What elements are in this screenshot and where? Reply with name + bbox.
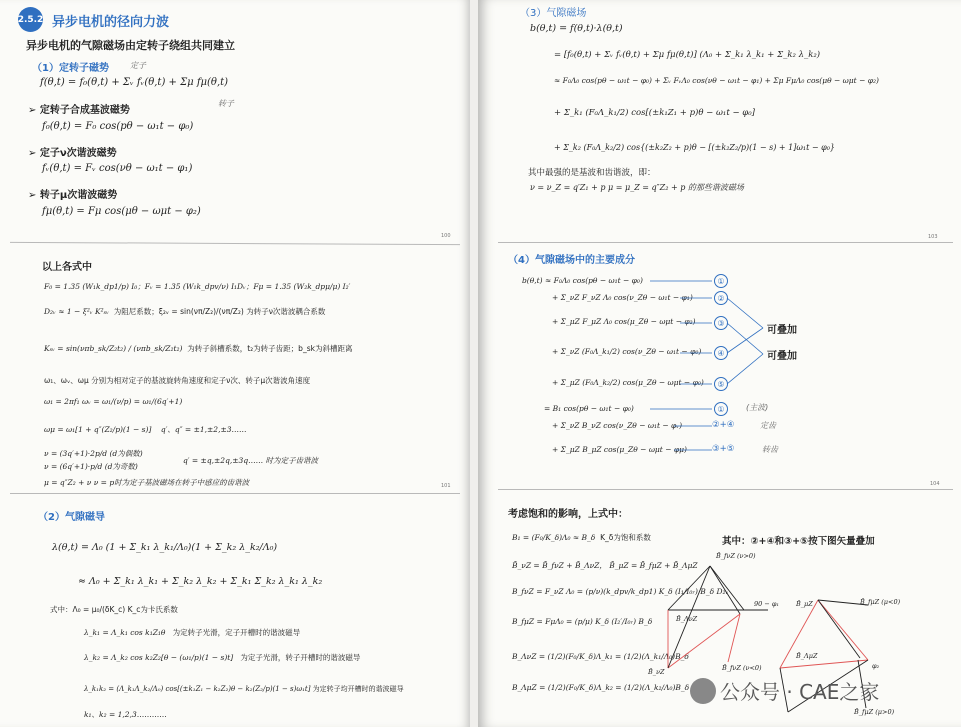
eq-q-stator: q′ = ±q,±2q,±3q…… 时为定子齿谐波 <box>183 456 319 465</box>
right-page <box>478 0 961 727</box>
handwritten-note-stator: 定子 <box>130 61 146 70</box>
eq-lambda-k1: λ_k₁ = Λ_k₁ cos k₁Z₁θ 为定转子光滑，定子开槽时的谐波磁导 <box>84 628 301 637</box>
sub-heading-main-components: （4）气隙磁场中的主要成分 <box>508 255 635 266</box>
eq-permeance: λ(θ,t) = Λ₀ (1 + Σ_k₁ λ_k₁/Λ₀)(1 + Σ_k₂ λ_k₂/Λ₀) <box>52 542 278 553</box>
eq-nu-odd: ν = (6q′+1)·p/d (d为奇数) <box>44 462 138 471</box>
page-number-100: 100 <box>441 233 451 239</box>
marker-3: ③ <box>714 316 728 330</box>
component-row-2: + Σ_νZ F_νZ Λ₀ cos(ν_Zθ − ω₁t − φ₁) <box>552 293 693 302</box>
marker-1: ① <box>714 274 728 288</box>
eq-tooth-relation: ν = ν_Z = q′Z₁ + p μ = μ_Z = q″Z₂ + p 的那些谐波磁场 <box>530 183 744 192</box>
vec-label-fmu-neg: B̄_fμZ (μ<0) <box>860 598 901 606</box>
vec-label-phi2: φ₂ <box>872 662 880 670</box>
eq-fv: fᵥ(θ,t) = Fᵥ cos(νθ − ω₁t − φ₁) <box>42 163 193 174</box>
wechat-icon <box>690 678 716 704</box>
handwritten-note-rotor: 转子 <box>218 99 234 108</box>
marker-4: ④ <box>714 346 728 360</box>
eq-B-vector: B̄_νZ = B̄_fνZ + B̄_ΛνZ， B̄_μZ = B̄_fμZ + B̄_ΛμZ <box>512 561 698 570</box>
marker-2-4: ②+④ <box>712 420 735 430</box>
vec-label-angle: 90 − φ₁ <box>754 600 780 608</box>
marker-2: ② <box>714 291 728 305</box>
eq-amplitudes: F₀ = 1.35 (W₁k_dp1/p) I₀；Fᵥ = 1.35 (W₁k_dpv/ν) I₁Dᵥ；Fμ = 1.35 (W₂k_dpμ/μ) I₂′ <box>44 282 351 291</box>
eq-omega1: ω₁ = 2πf₁ ωᵥ = ω₁/(ν/p) = ω₁/(6q′+1) <box>44 397 183 406</box>
eq-where-lambda0: 式中：Λ₀ = μ₀/(δK_c) K_c为卡氏系数 <box>50 605 178 614</box>
eq-f0: f₀(θ,t) = F₀ cos(pθ − ω₁t − φ₀) <box>42 121 194 132</box>
eq-B1: B₁ = (F₀/K_δ)Λ₀ ≈ B_δ K_δ为饱和系数 <box>512 533 651 542</box>
marker-3-5: ③+⑤ <box>712 444 735 454</box>
vec-label-bmu: B̄_μZ <box>796 600 813 608</box>
eq-b-approx: ≈ F₀Λ₀ cos(pθ − ω₁t − φ₀) + Σᵥ FᵥΛ₀ cos(νθ − ω₁t − φ₁) + Σμ FμΛ₀ cos(μθ − ωμt − φ₂) <box>554 76 879 85</box>
where-heading: 以上各式中 <box>42 262 92 273</box>
vec-label-lambda-nu: B̄_ΛνZ <box>676 615 698 623</box>
saturation-heading: 考虑饱和的影响，上式中： <box>508 509 628 520</box>
handwritten-main: (主波) <box>746 403 769 412</box>
marker-1b: ① <box>714 402 728 416</box>
component-row-1: b(θ,t) ≈ F₀Λ₀ cos(pθ − ω₁t − φ₀) <box>522 276 643 285</box>
omega-desc: ω₁、ωᵥ、ωμ 分别为相对定子的基波旋转角速度和定子ν次、转子μ次谐波角速度 <box>44 376 311 385</box>
eq-permeance-approx: ≈ Λ₀ + Σ_k₁ λ_k₁ + Σ_k₂ λ_k₂ + Σ_k₁ Σ_k₂ λ_k₁ λ_k₂ <box>78 576 323 587</box>
component-row-3: + Σ_μZ F_μZ Λ₀ cos(μ_Zθ − ωμt − φ₂) <box>552 317 696 326</box>
eq-mu-rel: μ = q″Z₂ + ν ν = p时为定子基波磁场在转子中感应的齿谐波 <box>44 478 250 487</box>
eq-k-values: k₁、k₂ = 1,2,3………… <box>84 710 167 719</box>
vector-diagram <box>478 0 961 727</box>
vec-label-fnu-neg: B̄_fνZ (ν<0) <box>722 664 762 672</box>
eq-total-mmf: f(θ,t) = f₀(θ,t) + Σᵥ fᵥ(θ,t) + Σμ fμ(θ,t) <box>40 77 229 88</box>
page-number-103: 103 <box>928 234 938 240</box>
left-page <box>0 0 470 727</box>
sub-heading-mmf: （1）定转子磁势 <box>32 63 109 74</box>
eq-skew: Kₛᵥ = sin(νπb_sk/Z₂t₂) / (νπb_sk/Z₂t₂) 为转子斜槽系数，t₂为转子齿距；b_sk为斜槽距离 <box>44 344 353 353</box>
bullet-rotor-harm: ➢ 转子μ次谐波磁势 <box>28 190 118 201</box>
vec-label-lambda-mu: B̄_ΛμZ <box>796 652 818 660</box>
sub-heading-field: （3）气隙磁场 <box>520 8 587 19</box>
intro-line: 异步电机的气隙磁场由定转子绕组共同建立 <box>26 39 235 52</box>
eq-b-k2: + Σ_k₂ (F₀Λ_k₂/2) cos{(±k₂Z₂ + p)θ − [(±k₂Z₂/p)(1 − s) + 1]ω₁t − φ₀} <box>554 143 835 152</box>
marker-5: ⑤ <box>714 377 728 391</box>
eq-omega-mu: ωμ = ω₁[1 + q″(Z₂/p)(1 − s)] q′、q″ = ±1,±2,±3…… <box>44 425 247 434</box>
eq-damping: D₂ᵥ ≈ 1 − ξ²ᵥ K²ₛᵥ 为阻尼系数；ξ₂ᵥ = sin(νπ/Z₂)/(νπ/Z₂) 为转子ν次谐波耦合系数 <box>44 307 326 316</box>
page-divider-1 <box>10 242 460 245</box>
vec-label-bnu: B̄_νZ <box>648 668 665 676</box>
sub-heading-permeance: （2）气隙磁导 <box>38 512 105 523</box>
component-row-5: + Σ_μZ (F₀Λ_k₂/2) cos(μ_Zθ − ωμt − φ₀) <box>552 378 704 387</box>
note-strongest: 其中最强的是基波和齿谐波，即： <box>528 168 656 178</box>
handwritten-stator-tooth: 定齿 <box>760 421 776 430</box>
page-number-104: 104 <box>930 481 940 487</box>
page-divider-2 <box>10 493 460 494</box>
section-title: 异步电机的径向力波 <box>52 15 170 30</box>
component-row-8: + Σ_μZ B_μZ cos(μ_Zθ − ωμt − φμ) <box>552 445 687 454</box>
section-badge: 2.5.2 <box>18 7 43 32</box>
vec-label-fmu-pos: B̄_fμZ (μ>0) <box>854 708 895 716</box>
vector-caption: 其中：②+④和③+⑤按下图矢量叠加 <box>722 536 875 547</box>
eq-B-lambda-mu: B_ΛμZ = (1/2)(F₀/K_δ)Λ_k₂ = (1/2)(Λ_k₂/Λ₀)B_δ <box>512 683 690 692</box>
bullet-stator-harm: ➢ 定子ν次谐波磁势 <box>28 148 117 159</box>
component-row-4: + Σ_νZ (F₀Λ_k₁/2) cos(ν_Zθ − ω₁t − φ₀) <box>552 347 702 356</box>
eq-lambda-k1k2: λ_k₁k₂ = (Λ_k₁Λ_k₂/Λ₀) cos[(±k₁Z₁ − k₂Z₂)θ − k₂(Z₂/p)(1 − s)ω₁t] 为定转子均开槽时的谐波磁导 <box>84 685 404 693</box>
eq-b-expand: = [f₀(θ,t) + Σᵥ fᵥ(θ,t) + Σμ fμ(θ,t)] (Λ₀ + Σ_k₁ λ_k₁ + Σ_k₂ λ_k₂) <box>554 50 821 60</box>
bullet-fundamental: ➢ 定转子合成基波磁势 <box>28 105 130 116</box>
vec-label-fnu-pos: B̄_fνZ (ν>0) <box>716 552 756 560</box>
eq-b-product: b(θ,t) = f(θ,t)·λ(θ,t) <box>530 23 623 34</box>
label-superposable-1: 可叠加 <box>767 325 797 336</box>
eq-fmu: fμ(θ,t) = Fμ cos(μθ − ωμt − φ₂) <box>42 206 201 217</box>
eq-b-k1: + Σ_k₁ (F₀Λ_k₁/2) cos[(±k₁Z₁ + p)θ − ω₁t − φ₀] <box>554 108 755 118</box>
component-row-6: = B₁ cos(pθ − ω₁t − φ₀) <box>544 404 634 413</box>
eq-nu-even: ν = (3q′+1)·2p/d (d为偶数) <box>44 449 143 458</box>
eq-lambda-k2: λ_k₂ = Λ_k₂ cos k₂Z₂[θ − (ω₁/p)(1 − s)t] 为定子光滑，转子开槽时的谐波磁导 <box>84 653 361 662</box>
handwritten-rotor-tooth: 转齿 <box>762 445 778 454</box>
page-number-101: 101 <box>441 483 451 489</box>
eq-B-lambda-nu: B_ΛνZ = (1/2)(F₀/K_δ)Λ_k₁ = (1/2)(Λ_k₁/Λ₀)B_δ <box>512 652 689 661</box>
eq-B-fmu: B_fμZ = FμΛ₀ = (p/μ) K_δ (I₂′/I₀ᵣ) B_δ <box>512 617 653 626</box>
component-row-7: + Σ_νZ B_νZ cos(ν_Zθ − ω₁t − φᵥ) <box>552 421 683 430</box>
label-superposable-2: 可叠加 <box>767 351 797 362</box>
watermark-text: 公众号 · CAE之家 <box>720 680 880 704</box>
eq-B-fnu: B_fνZ = F_νZ Λ₀ = (p/ν)(k_dpv/k_dp1) K_δ (I₁/I₀ᵣ) B_δ D₂ᵥ <box>512 587 729 596</box>
watermark <box>690 676 879 705</box>
